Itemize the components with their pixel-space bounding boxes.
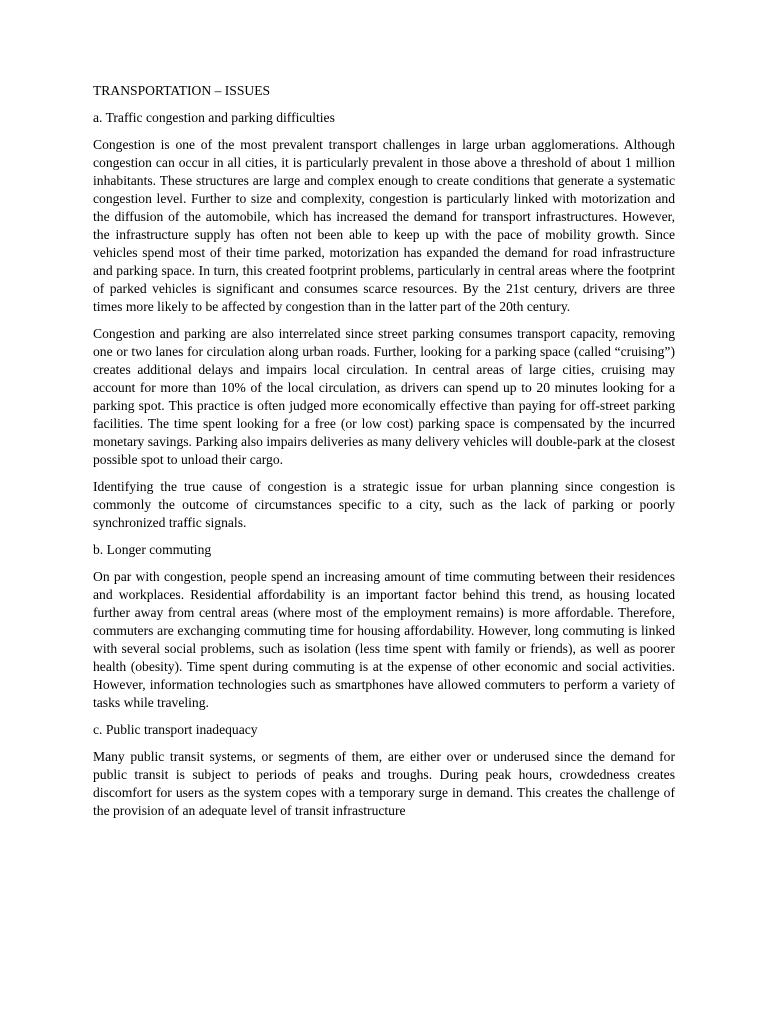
paragraph: Congestion is one of the most prevalent transport challenges in large urban agglomerations. Although congestion can occur in all cities, it is particularly prevalent in those above a threshold of about 1 million inhabitants. These structures are large and complex enough to create conditions that generate a systematic congestion level. Further to size and complexity, congestion is particularly linked with motorization and the diffusion of the automobile, which has increased the demand for transport infrastructures. However, the infrastructure supply has often not been able to keep up with the pace of mobility growth. Since vehicles spend most of their time parked, motorization has expanded the demand for road infrastructure and parking space. In turn, this created footprint problems, particularly in central areas where the footprint of parked vehicles is significant and consumes scarce resources. By the 21st century, drivers are three times more likely to be affected by congestion than in the latter part of the 20th century. [93,137,675,314]
paragraph: Many public transit systems, or segments of them, are either over or underused since the demand for public transit is subject to periods of peaks and troughs. During peak hours, crowdedness creates discomfort for users as the system copes with a temporary surge in demand. This creates the challenge of the provision of an adequate level of transit infrastructure [93,749,675,818]
section-public-transport [93,721,675,820]
section-heading: a. Traffic congestion and parking difficulties [93,110,335,125]
section-longer-commuting [93,541,675,712]
paragraph: Identifying the true cause of congestion is a strategic issue for urban planning since congestion is commonly the outcome of circumstances specific to a city, such as the lack of parking or poorly synchronized traffic signals. [93,479,675,530]
paragraph: On par with congestion, people spend an increasing amount of time commuting between their residences and workplaces. Residential affordability is an important factor behind this trend, as housing located further away from central areas (where most of the employment remains) is more affordable. Therefore, commuters are exchanging commuting time for housing affordability. However, long commuting is linked with several social problems, such as isolation (less time spent with family or friends), as well as poorer health (obesity). Time spent during commuting is at the expense of other economic and social activities. However, information technologies such as smartphones have allowed commuters to perform a variety of tasks while traveling. [93,569,675,710]
paragraph: Congestion and parking are also interrelated since street parking consumes transport capacity, removing one or two lanes for circulation along urban roads. Further, looking for a parking space (called “cruising”) creates additional delays and impairs local circulation. In central areas of large cities, cruising may account for more than 10% of the local circulation, as drivers can spend up to 20 minutes looking for a parking spot. This practice is often judged more economically effective than paying for off-street parking facilities. The time spent looking for a free (or low cost) parking space is compensated by the incurred monetary savings. Parking also impairs deliveries as many delivery vehicles will double-park at the closest possible spot to unload their cargo. [93,326,675,467]
section-heading: b. Longer commuting [93,542,212,557]
section-traffic-congestion [93,109,675,532]
section-heading: c. Public transport inadequacy [93,722,258,737]
document-page [93,82,675,829]
document-title: TRANSPORTATION – ISSUES [93,83,271,98]
